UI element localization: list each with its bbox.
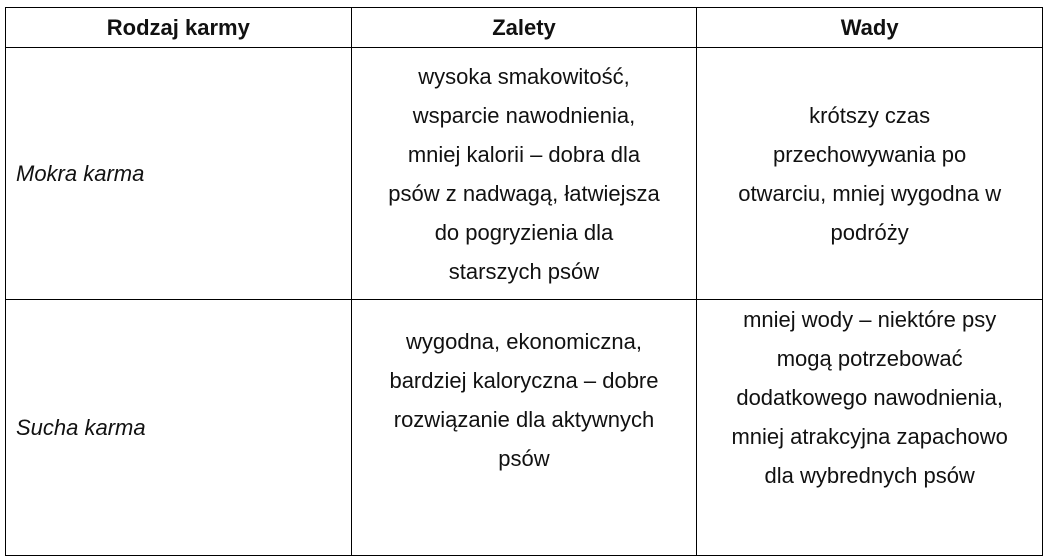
pros-line: wsparcie nawodnienia, — [412, 102, 636, 128]
cons-line: dodatkowego nawodnienia, — [736, 385, 1003, 410]
cons-line: mniej atrakcyjna zapachowo — [731, 424, 1008, 449]
cons-line: mniej wody – niektóre psy — [743, 307, 997, 332]
pros-line: psów z nadwagą, łatwiejsza — [388, 180, 660, 206]
table-row-dry-food — [6, 300, 1043, 556]
pros-cell — [351, 300, 697, 556]
cons-line: dla wybrednych psów — [764, 463, 975, 488]
header-cons: Wady — [697, 8, 1043, 48]
cons-cell — [697, 48, 1043, 300]
pros-line: mniej kalorii – dobra dla — [407, 141, 641, 167]
pros-line: rozwiązanie dla aktywnych — [393, 407, 655, 432]
cons-cell — [697, 300, 1043, 556]
pros-line: bardziej kaloryczna – dobre — [389, 368, 659, 393]
pros-line: do pogryzienia dla — [434, 219, 614, 245]
cons-line: krótszy czas — [809, 102, 931, 128]
cons-line: otwarciu, mniej wygodna w — [738, 180, 1002, 206]
pros-line: psów — [498, 446, 550, 471]
pros-line: wysoka smakowitość, — [418, 63, 630, 89]
food-type-cell: Sucha karma — [6, 300, 352, 556]
pros-cell — [351, 48, 697, 300]
pros-line: wygodna, ekonomiczna, — [405, 329, 642, 354]
food-type-cell: Mokra karma — [6, 48, 352, 300]
header-row — [6, 8, 1043, 48]
header-type: Rodzaj karmy — [6, 8, 352, 48]
table-row-wet-food — [6, 48, 1043, 300]
pros-line: starszych psów — [448, 258, 600, 284]
cons-line: mogą potrzebować — [776, 346, 963, 371]
cons-line: podróży — [830, 219, 909, 245]
header-pros: Zalety — [351, 8, 697, 48]
comparison-table — [5, 7, 1043, 556]
cons-line: przechowywania po — [773, 141, 967, 167]
